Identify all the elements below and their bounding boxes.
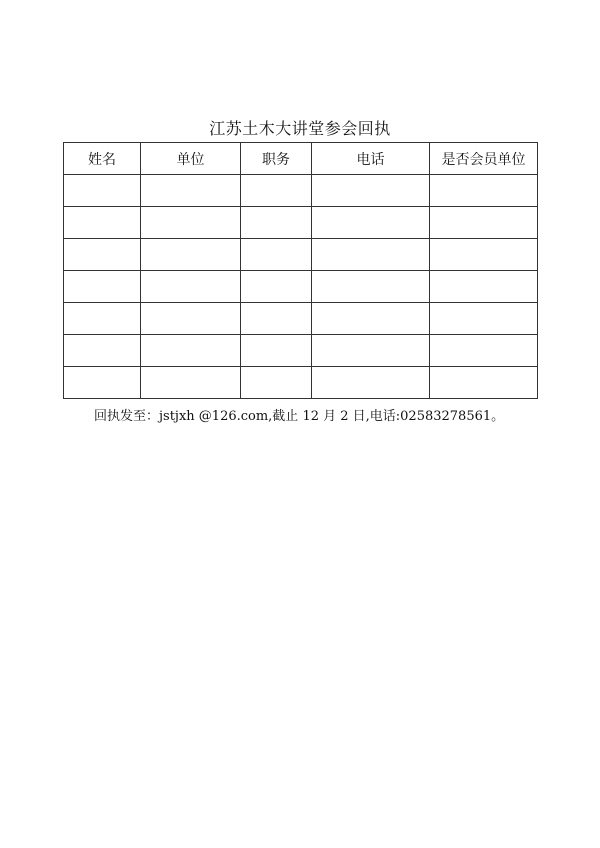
table-cell <box>312 367 430 399</box>
table-cell <box>312 239 430 271</box>
table-cell <box>141 367 241 399</box>
table-cell <box>64 303 141 335</box>
table-cell <box>430 207 538 239</box>
table-cell <box>141 303 241 335</box>
table-cell <box>241 239 312 271</box>
table-cell <box>241 367 312 399</box>
header-member-unit: 是否会员单位 <box>430 143 538 175</box>
header-phone: 电话 <box>312 143 430 175</box>
table-cell <box>312 271 430 303</box>
table-cell <box>312 175 430 207</box>
table-cell <box>312 207 430 239</box>
header-position: 职务 <box>241 143 312 175</box>
table-row <box>64 335 538 367</box>
table-cell <box>141 271 241 303</box>
table-cell <box>312 303 430 335</box>
header-organization: 单位 <box>141 143 241 175</box>
table-cell <box>64 335 141 367</box>
table-row <box>64 303 538 335</box>
table-cell <box>430 239 538 271</box>
table-cell <box>241 335 312 367</box>
table-row <box>64 175 538 207</box>
table-cell <box>141 207 241 239</box>
table-cell <box>241 175 312 207</box>
table-cell <box>141 335 241 367</box>
table-header-row <box>64 143 538 175</box>
table-row <box>64 367 538 399</box>
table-cell <box>64 207 141 239</box>
table-cell <box>64 271 141 303</box>
table-row <box>64 271 538 303</box>
table-cell <box>64 367 141 399</box>
document-title: 江苏土木大讲堂参会回执 <box>209 119 391 138</box>
table-cell <box>312 335 430 367</box>
table-cell <box>64 175 141 207</box>
table-row <box>64 239 538 271</box>
table-cell <box>430 175 538 207</box>
reply-form-table <box>63 142 538 399</box>
table-cell <box>430 271 538 303</box>
table-cell <box>64 239 141 271</box>
table-cell <box>241 207 312 239</box>
header-name: 姓名 <box>64 143 141 175</box>
table-cell <box>430 303 538 335</box>
table-row <box>64 207 538 239</box>
footer-contact-note: 回执发至：jstjxh @126.com,截止 12 月 2 日,电话:02583278561。 <box>94 409 505 424</box>
table-cell <box>241 303 312 335</box>
table-cell <box>241 271 312 303</box>
table-cell <box>141 239 241 271</box>
table-cell <box>430 335 538 367</box>
table-cell <box>430 367 538 399</box>
table-cell <box>141 175 241 207</box>
